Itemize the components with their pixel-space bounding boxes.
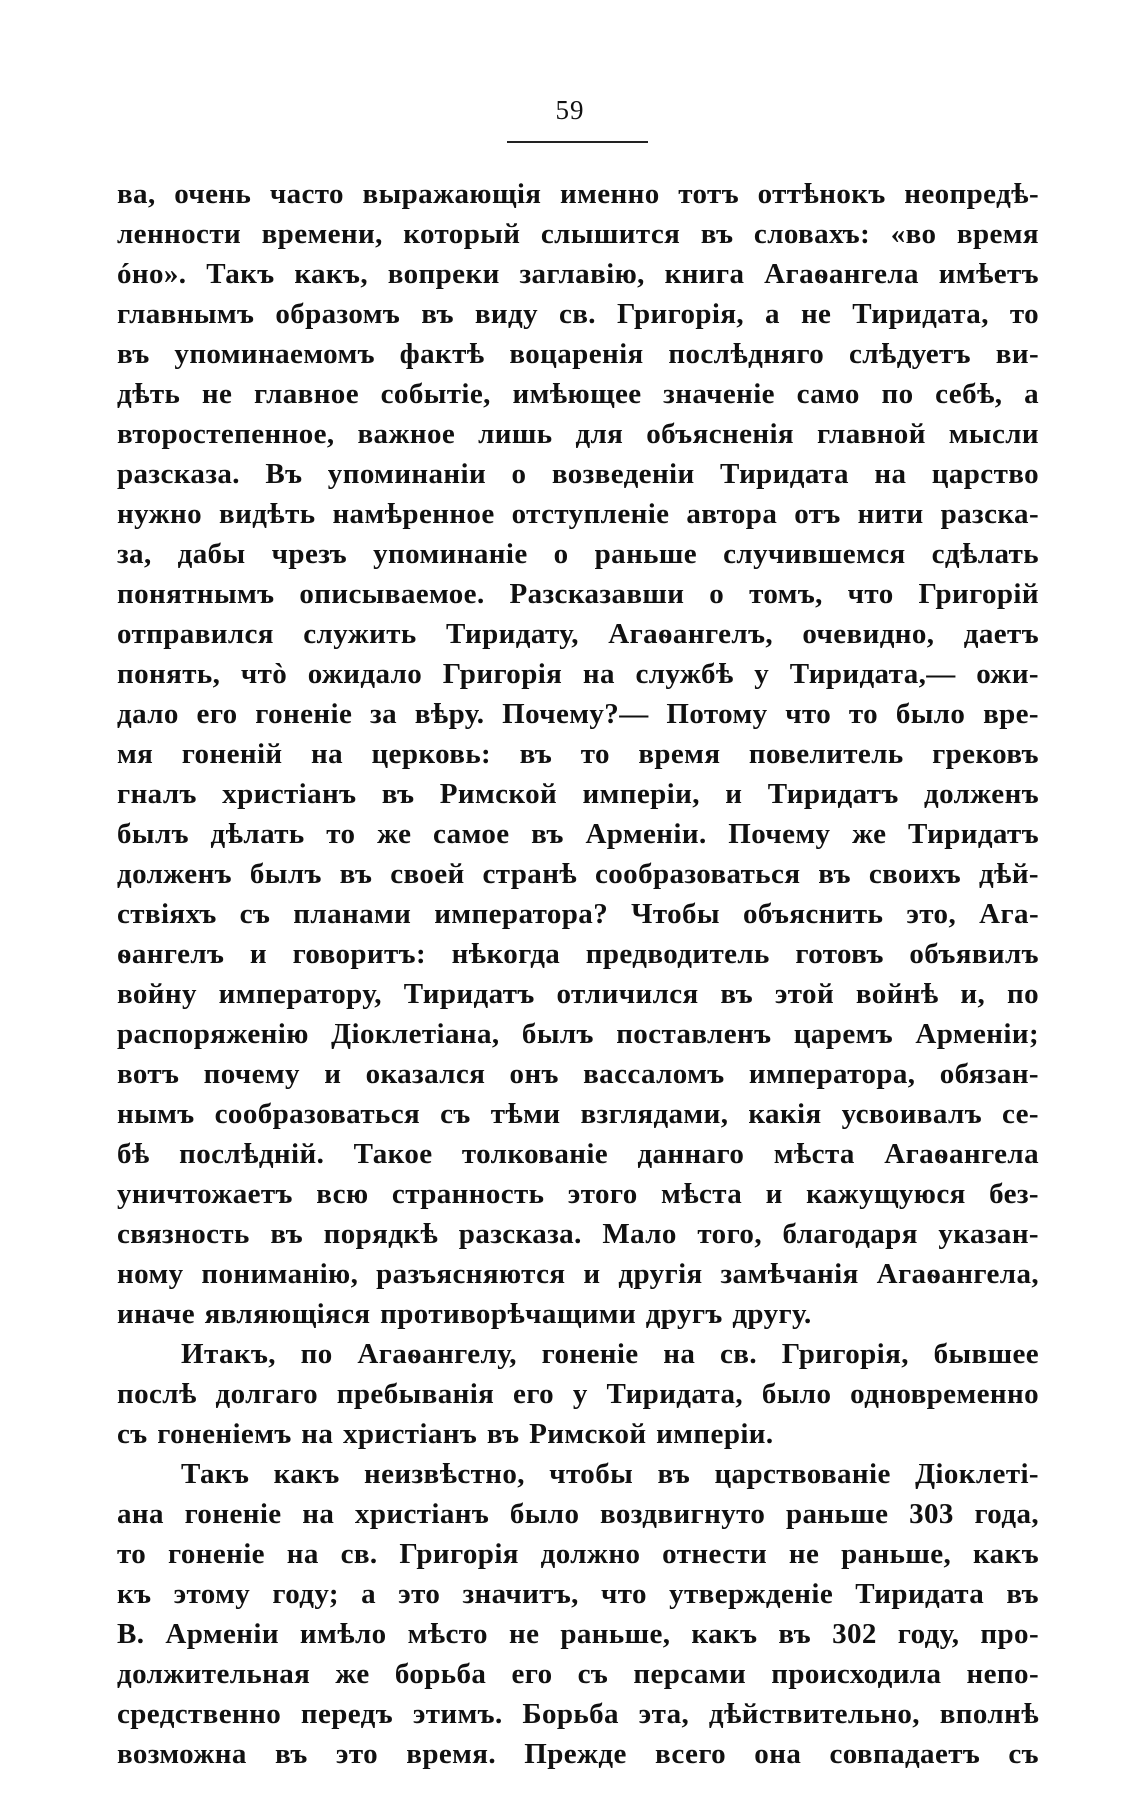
text-line: главнымъ образомъ въ виду св. Григорія, а не Тиридата, то [117, 298, 1039, 330]
text-line: второстепенное, важное лишь для объясненія главной мысли [117, 418, 1039, 450]
text-line: ствіяхъ съ планами императора? Чтобы объяснить это, Ага- [117, 898, 1039, 930]
text-line: разсказа. Въ упоминаніи о возведеніи Тиридата на царство [117, 458, 1039, 490]
text-line: отправился служить Тиридату, Агаѳангелъ, очевидно, даетъ [117, 618, 1039, 650]
text-line: должительная же борьба его съ персами происходила непо- [117, 1658, 1039, 1690]
text-line: послѣ долгаго пребыванія его у Тиридата, было одновременно [117, 1378, 1039, 1410]
text-line: нужно видѣть намѣренное отступленіе автора отъ нити разска- [117, 498, 1039, 530]
text-line: къ этому году; а это значитъ, что утвержденіе Тиридата въ [117, 1578, 1039, 1610]
text-line: В. Арменіи имѣло мѣсто не раньше, какъ въ 302 году, про- [117, 1618, 1039, 1650]
body-text [117, 174, 1039, 1774]
text-line: связность въ порядкѣ разсказа. Мало того, благодаря указан- [117, 1218, 1039, 1250]
text-line: средственно передъ этимъ. Борьба эта, дѣйствительно, вполнѣ [117, 1698, 1039, 1730]
text-line: иначе являющіяся противорѣчащими другъ другу. [117, 1298, 812, 1330]
text-line: бѣ послѣдній. Такое толкованіе даннаго мѣста Агаѳангела [117, 1138, 1039, 1170]
text-line: нымъ сообразоваться съ тѣми взглядами, какія усвоивалъ се- [117, 1098, 1039, 1130]
text-line: понять, чтò ожидало Григорія на службѣ у Тиридата,— ожи- [117, 658, 1039, 690]
text-line: уничтожаетъ всю странность этого мѣста и кажущуюся без- [117, 1178, 1039, 1210]
text-line: мя гоненій на церковь: въ то время повелитель грековъ [117, 738, 1039, 770]
text-line: Итакъ, по Агаѳангелу, гоненіе на св. Григорія, бывшее [181, 1338, 1039, 1370]
page-number: 59 [555, 95, 585, 125]
paragraph [117, 1334, 1039, 1454]
text-line: вотъ почему и оказался онъ вассаломъ императора, обязан- [117, 1058, 1039, 1090]
text-line: гналъ христіанъ въ Римской имперіи, и Тиридатъ долженъ [117, 778, 1039, 810]
text-line: Такъ какъ неизвѣстно, чтобы въ царствованіе Діоклеті- [181, 1458, 1039, 1490]
page-number-rule [507, 141, 648, 143]
text-line: понятнымъ описываемое. Разсказавши о томъ, что Григорій [117, 578, 1039, 610]
text-line: войну императору, Тиридатъ отличился въ этой войнѣ и, по [117, 978, 1039, 1010]
text-line: долженъ былъ въ своей странѣ сообразоваться въ своихъ дѣй- [117, 858, 1039, 890]
text-line: дѣть не главное событіе, имѣющее значеніе само по себѣ, а [117, 378, 1039, 410]
text-line: ному пониманію, разъясняются и другія замѣчанія Агаѳангела, [117, 1258, 1039, 1290]
text-line: былъ дѣлать то же самое въ Арменіи. Почему же Тиридатъ [117, 818, 1039, 850]
text-line: въ упоминаемомъ фактѣ воцаренія послѣдняго слѣдуетъ ви- [117, 338, 1039, 370]
text-line: ана гоненіе на христіанъ было воздвигнуто раньше 303 года, [117, 1498, 1039, 1530]
text-line: распоряженію Діоклетіана, былъ поставленъ царемъ Арменіи; [117, 1018, 1039, 1050]
paragraph [117, 1454, 1039, 1774]
paragraph [117, 174, 1039, 1334]
text-line: ленности времени, который слышится въ словахъ: «во время [117, 218, 1039, 250]
text-line: за, дабы чрезъ упоминаніе о раньше случившемся сдѣлать [117, 538, 1039, 570]
text-line: съ гоненіемъ на христіанъ въ Римской имперіи. [117, 1418, 774, 1450]
text-line: дало его гоненіе за вѣру. Почему?— Потому что то было вре- [117, 698, 1039, 730]
text-line: ва, очень часто выражающія именно тотъ оттѣнокъ неопредѣ- [117, 178, 1039, 210]
text-line: ѳангелъ и говоритъ: нѣкогда предводитель готовъ объявилъ [117, 938, 1039, 970]
text-line: óно». Такъ какъ, вопреки заглавію, книга Агаѳангела имѣетъ [117, 258, 1039, 290]
text-line: то гоненіе на св. Григорія должно отнести не раньше, какъ [117, 1538, 1039, 1570]
text-line: возможна въ это время. Прежде всего она совпадаетъ съ [117, 1738, 1039, 1770]
